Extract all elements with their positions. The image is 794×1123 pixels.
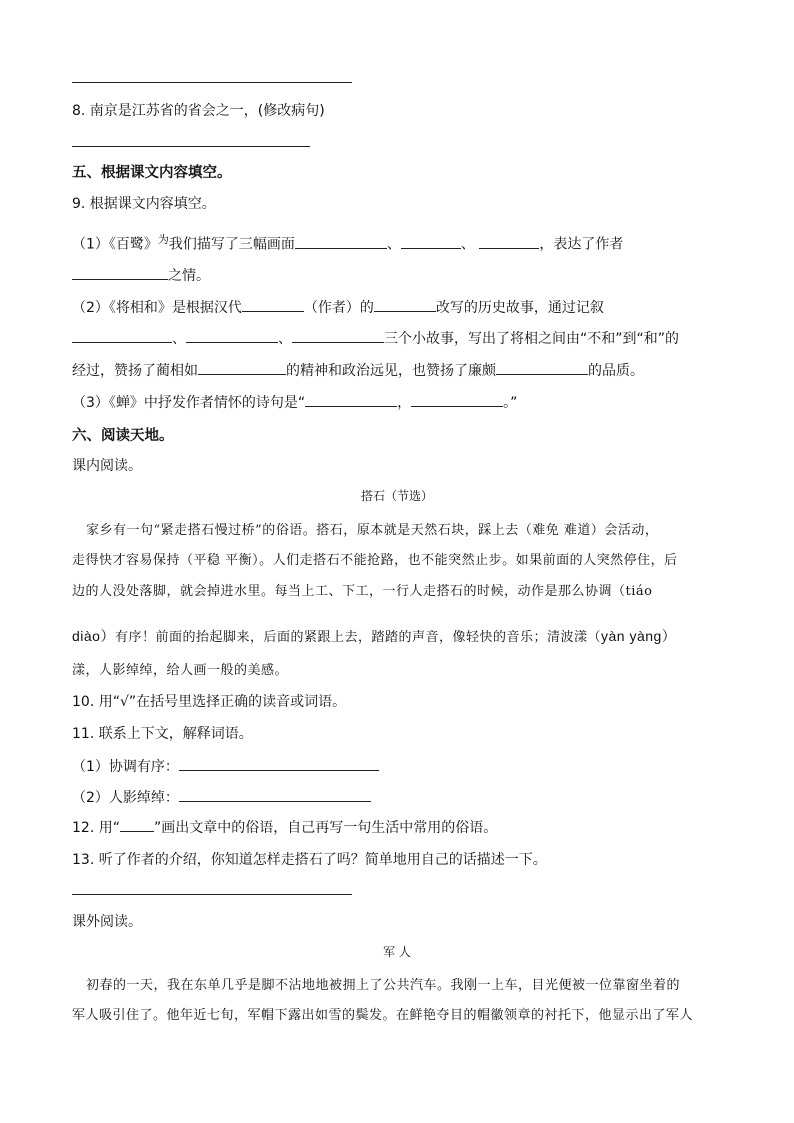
answer-line-q13[interactable] (72, 894, 352, 895)
q9-2-text-b: （作者）的 (303, 300, 374, 316)
blank[interactable] (198, 360, 286, 375)
q9-1-wei: 为 (157, 233, 169, 246)
blank[interactable] (242, 297, 304, 312)
q12-text-a: 12. 用“ (72, 820, 120, 836)
question-9: 9. 根据课文内容填空。 (72, 196, 216, 212)
question-8: 8. 南京是江苏省的省会之一，(修改病句) (72, 103, 325, 119)
q9-1-prefix: （1） (72, 236, 109, 253)
question-11-1 (72, 756, 379, 776)
passage-1-line: 家乡有一句“紧走搭石慢过桥”的俗语。搭石，原本就是天然石块，踩上去（难免 难道）会活动， (86, 523, 659, 538)
section-6-heading: 六、阅读天地。 (72, 428, 174, 444)
out-of-class-reading-label: 课外阅读。 (72, 914, 142, 930)
question-11-2 (72, 787, 371, 807)
passage-2-title: 军 人 (383, 945, 411, 959)
blank[interactable] (305, 392, 397, 407)
q9-1-text-end: ，表达了作者 (539, 236, 624, 253)
separator: 、 (172, 331, 186, 347)
q9-1-text-c: 之情。 (168, 268, 210, 284)
question-9-1 (72, 231, 623, 254)
passage-1-line (72, 626, 676, 646)
pinyin-text: diào） (72, 628, 115, 644)
blank[interactable] (295, 234, 387, 249)
q9-2-text-g: 的品质。 (588, 363, 644, 379)
answer-line-q8[interactable] (72, 146, 310, 147)
question-9-2-line2 (72, 328, 679, 348)
in-class-reading-label: 课内阅读。 (72, 458, 142, 474)
separator: 、 (278, 331, 292, 347)
answer-line[interactable] (72, 82, 352, 83)
blank[interactable] (179, 787, 371, 802)
q9-2-text-e: 经过，赞扬了蔺相如 (72, 363, 198, 379)
separator: 、 (460, 236, 475, 253)
section-5-heading: 五、根据课文内容填空。 (72, 165, 232, 181)
q9-3-text-end: 。” (503, 395, 518, 411)
blank[interactable] (401, 234, 461, 249)
passage-1-line: 漾，人影绰绰，给人画一般的美感。 (72, 663, 289, 678)
q12-text-b: ”画出文章中的俗语，自己再写一句生活中常用的俗语。 (153, 820, 498, 836)
q11-1-label: （1）协调有序： (72, 759, 179, 775)
q11-2-label: （2）人影绰绰： (72, 790, 179, 806)
separator: 、 (386, 236, 401, 253)
question-9-2-line3 (72, 360, 644, 380)
passage-1-line: 边的人没处落脚，就会掉进水里。每当上工、下工，一行人走搭石的时候，动作是那么协调（tiáo (72, 584, 653, 599)
blank[interactable] (479, 234, 539, 249)
blank[interactable] (496, 360, 588, 375)
question-11: 11. 联系上下文，解释词语。 (72, 726, 253, 742)
blank[interactable] (374, 297, 436, 312)
separator: ， (397, 395, 412, 411)
passage-2-line: 初春的一天，我在东单几乎是脚不沾地地被拥上了公共汽车。我刚一上车，目光便被一位靠窗坐着的 (86, 978, 681, 993)
blank[interactable] (292, 328, 384, 343)
question-13: 13. 听了作者的介绍，你知道怎样走搭石了吗？简单地用自己的话描述一下。 (72, 852, 547, 868)
blank[interactable] (411, 392, 503, 407)
q9-2-text-f: 的精神和政治远见，也赞扬了廉颇 (286, 363, 496, 379)
q9-2-text-a: （2）《将相和》是根据汉代 (72, 300, 242, 316)
blank[interactable] (120, 817, 154, 832)
question-9-3 (72, 392, 517, 412)
q9-2-text-d: 三个小故事，写出了将相之间由“不和”到“和”的 (384, 331, 680, 347)
q9-2-text-c: 改写的历史故事，通过记叙 (435, 300, 604, 316)
question-9-1-cont (72, 265, 210, 285)
passage-1-title: 搭石（节选） (360, 489, 433, 503)
passage-1-text: 有序！前面的抬起脚来，后面的紧跟上去，踏踏的声音，像轻快的音乐；清波漾（ (114, 630, 601, 645)
q9-1-title: 《百鹭》 (108, 236, 158, 253)
q9-3-text-a: （3）《蝉》中抒发作者情怀的诗句是“ (72, 395, 306, 411)
question-12 (72, 817, 497, 837)
pinyin-text: yàn yàng） (600, 628, 677, 644)
blank[interactable] (72, 265, 168, 280)
passage-2-line: 军人吸引住了。他年近七旬，军帽下露出如雪的鬓发。在鲜艳夺目的帽徽领章的衬托下，他显示出了军人 (72, 1008, 694, 1023)
question-10: 10. 用“√”在括号里选择正确的读音或词语。 (72, 694, 347, 710)
blank[interactable] (186, 328, 278, 343)
question-9-2 (72, 297, 604, 317)
blank[interactable] (72, 328, 172, 343)
q9-1-text: 我们描写了三幅画面 (168, 236, 295, 253)
passage-1-line: 走得快才容易保持（平稳 平衡）。人们走搭石不能抢路，也不能突然止步。如果前面的人突然停住，后 (72, 553, 678, 568)
blank[interactable] (179, 756, 379, 771)
